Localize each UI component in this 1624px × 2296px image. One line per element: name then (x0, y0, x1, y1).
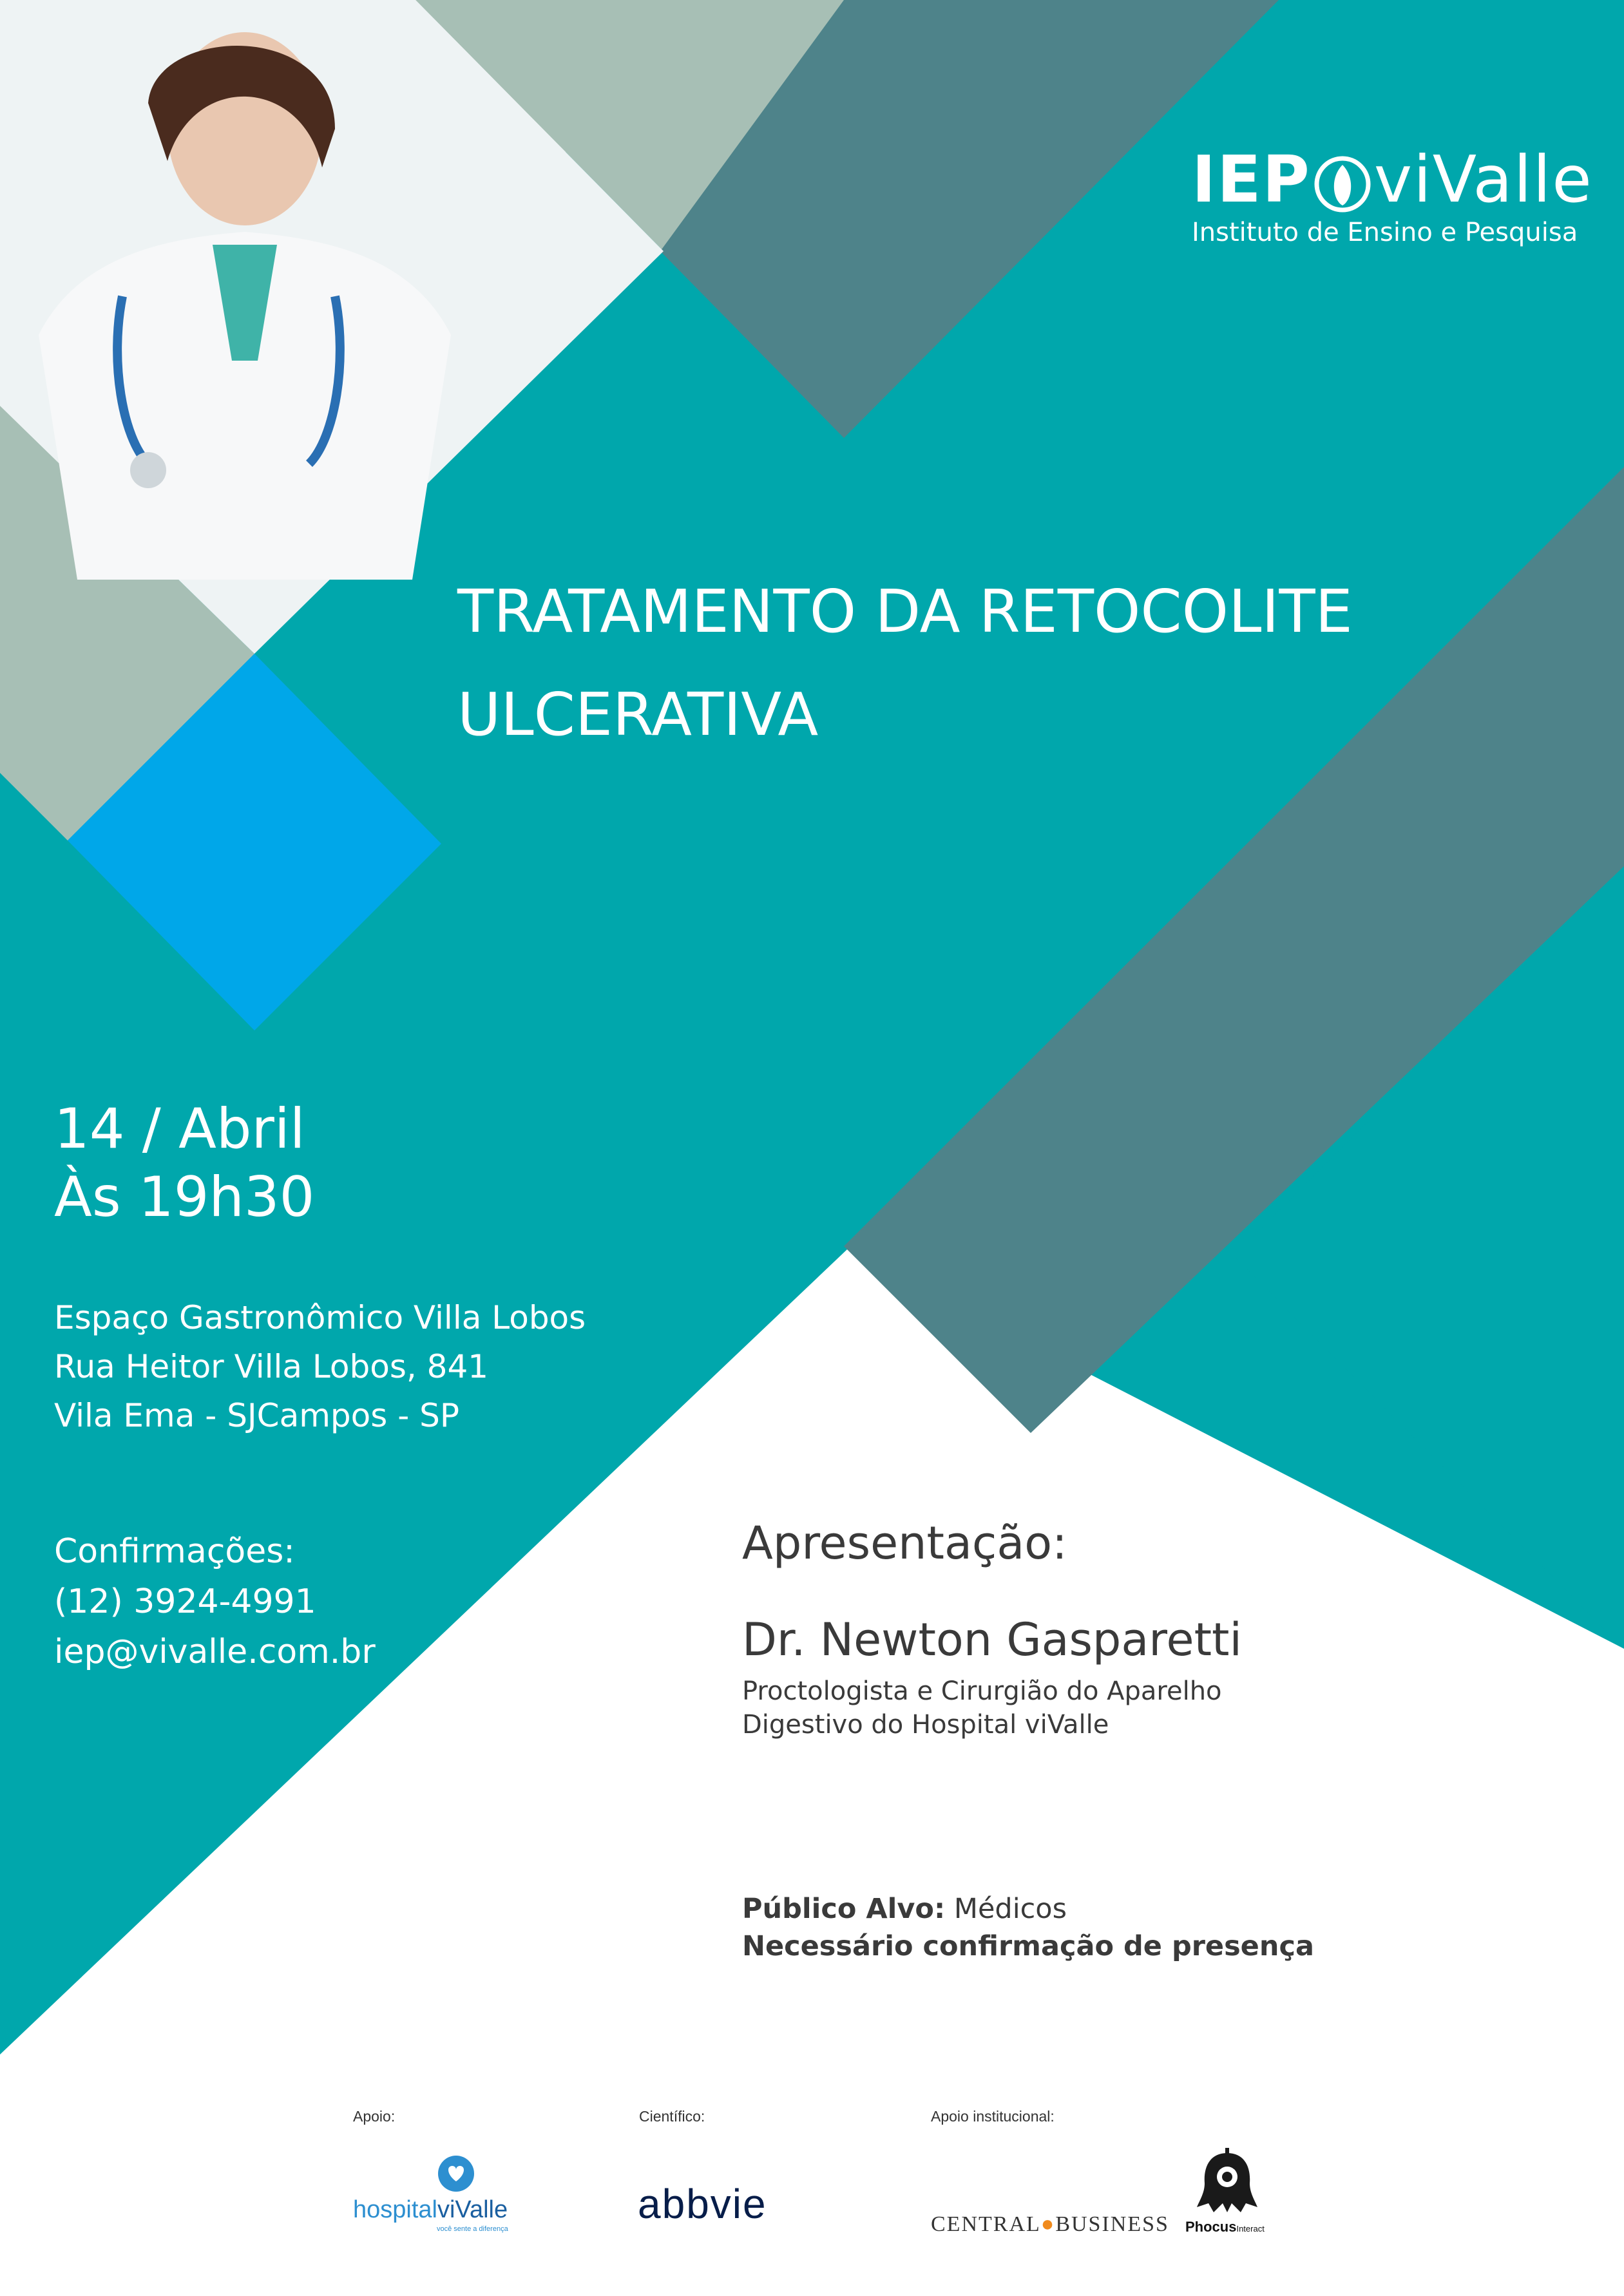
confirmation-info (54, 1526, 376, 1677)
presenter-role-line2: Digestivo do Hospital viValle (742, 1710, 1109, 1740)
venue-name: Espaço Gastronômico Villa Lobos (54, 1299, 586, 1336)
event-title: TRATAMENTO DA RETOCOLITE ULCERATIVA (457, 577, 1353, 749)
audience-info (742, 1890, 1314, 1965)
confirm-label: Confirmações: (54, 1532, 295, 1571)
scientific-label: Científico: (639, 2108, 705, 2125)
leaf-icon (1314, 155, 1371, 213)
phocus-octopus-icon (1192, 2148, 1263, 2219)
central-business-logo (931, 2212, 1169, 2237)
support-label: Apoio: (353, 2108, 396, 2125)
logo-prefix: IEP (1192, 142, 1311, 217)
event-date: 14 / Abril (54, 1097, 305, 1161)
event-location (54, 1293, 586, 1440)
confirm-email[interactable]: iep@vivalle.com.br (54, 1633, 376, 1671)
logo-brand: viValle (1373, 142, 1593, 217)
abbvie-logo: abbvie (638, 2181, 767, 2227)
presenter-role-line1: Proctologista e Cirurgião do Aparelho (742, 1676, 1222, 1706)
hospital-name-a: hospital (353, 2196, 437, 2223)
phocus-name-a: Phocus (1185, 2219, 1237, 2235)
logo-subtitle: Instituto de Ensino e Pesquisa (1192, 218, 1578, 247)
central-dot-icon: ● (1040, 2212, 1056, 2236)
confirm-phone[interactable]: (12) 3924-4991 (54, 1582, 316, 1621)
hospital-tagline: você sente a diferença (437, 2225, 508, 2233)
presenter-role (742, 1675, 1222, 1741)
audience-label: Público Alvo: (742, 1893, 946, 1925)
venue-street: Rua Heitor Villa Lobos, 841 (54, 1348, 489, 1385)
institutional-label: Apoio institucional: (931, 2108, 1055, 2125)
hospital-heart-icon (437, 2154, 475, 2193)
presenter-name: Dr. Newton Gasparetti (742, 1613, 1242, 1666)
central-business-b: BUSINESS (1055, 2212, 1169, 2236)
event-datetime (54, 1095, 314, 1231)
hospital-name-b: viValle (437, 2196, 508, 2223)
event-time: Às 19h30 (54, 1165, 315, 1229)
venue-city: Vila Ema - SJCampos - SP (54, 1397, 460, 1434)
presenter-heading: Apresentação: (742, 1517, 1067, 1570)
audience-note: Necessário confirmação de presença (742, 1930, 1314, 1962)
central-business-a: CENTRAL (931, 2212, 1041, 2236)
iep-vivalle-logo (1192, 142, 1593, 217)
audience-value: Médicos (945, 1893, 1067, 1925)
phocus-name-b: Interact (1236, 2224, 1265, 2234)
